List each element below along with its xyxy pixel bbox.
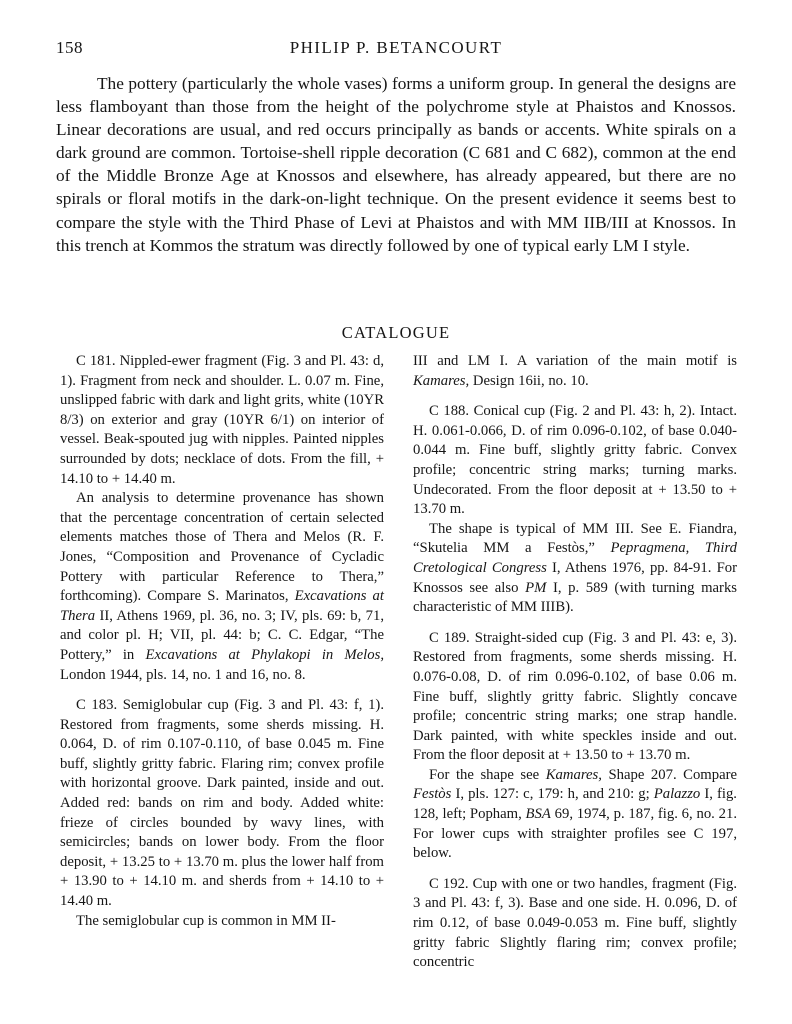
catalogue-entry-c181: C 181. Nippled-ewer fragment (Fig. 3 and Pl. 43: d, 1). Fragment from neck and shoulder. L. 0.07 m. Fine, unslipped fabric with dark and light grits, white (10YR 8/3) on exterior and gray (10YR 6/1) on interior of vessel. Beak-spouted jug with nipples. Painted nipples surrounded by dots; necklace of dots. From the fill, + 14.10 to + 14.40 m. — [60, 353, 384, 487]
catalogue-entry-c188: C 188. Conical cup (Fig. 2 and Pl. 43: h, 2). Intact. H. 0.061-0.066, D. of rim 0.096-0.102, of base 0.040-0.044 m. Fine buff, slightly gritty fabric. Convex profile; concentric string marks; turning marks. Undecorated. From the floor deposit at + 13.50 to + 13.70 m. — [413, 403, 737, 518]
c181-analysis-note: An analysis to determine provenance has shown that the percentage concentration of certain selected elements matches those of Thera and Melos (R. F. Jones, “Composition and Provenance of Cycladic Pottery with particular Reference to Thera,” forthcoming). Compare S. Marinatos, Excavations at Thera II, Athens 1969, pl. 36, no. 3; IV, pls. 69: b, 71, and color pl. H; VII, pl. 44: b; C. C. Edgar, “The Pottery,” in Excavations at Phylakopi in Melos, London 1944, pls. 14, no. 1 and 16, no. 8. — [60, 490, 384, 683]
catalogue-entry-c189: C 189. Straight-sided cup (Fig. 3 and Pl. 43: e, 3). Restored from fragments, some sherds missing. H. 0.076-0.08, D. of rim 0.096-0.102, of base 0.06 m. Fine buff, slightly gritty fabric. Slightly concave profile; concentric string marks; one strap handle. Dark painted, with white speckles inside and out. From the floor deposit at + 13.50 to + 13.70 m. — [413, 629, 737, 764]
c189-note: For the shape see Kamares, Shape 207. Compare Festòs I, pls. 127: c, 179: h, and 210: g; Palazzo I, fig. 128, left; Popham, BSA 69, 1974, p. 187, fig. 6, no. 21. For lower cups with straighter profiles see C 197, below. — [413, 766, 738, 862]
right-column — [413, 352, 737, 973]
left-column — [60, 352, 384, 931]
running-head: PHILIP P. BETANCOURT — [289, 38, 503, 57]
page-number: 158 — [56, 38, 83, 57]
catalogue-entry-c183: C 183. Semiglobular cup (Fig. 3 and Pl. 43: f, 1). Restored from fragments, some sherds missing. H. 0.064, D. of rim 0.107-0.110, of base 0.045 m. Fine buff, slightly gritty fabric. Flaring rim; convex profile with horizontal groove. Dark painted, inside and out. Added red: bands on rim and body. Added white: frieze of circles bounded by wavy lines, with semicircles; bands on lower body. From the floor deposit, + 13.25 to + 13.70 m. plus the lower half from + 13.90 to + 14.10 m. and sherds from + 14.10 to + 14.40 m. — [60, 697, 384, 910]
page-header — [56, 38, 736, 62]
intro-paragraph: The pottery (particularly the whole vases) forms a uniform group. In general the designs are less flamboyant than those from the height of the polychrome style at Phaistos and Knossos. Linear decorations are usual, and red occurs principally as bands or accents. White spirals on a dark ground are common. Tortoise-shell ripple decoration (C 681 and C 682), common at the end of the Middle Bronze Age at Knossos and elsewhere, has already appeared, but there are no spirals or floral motifs in the dark-on-light technique. On the present evidence it seems best to compare the style with the Third Phase of Levi at Phaistos and with MM IIB/III at Knossos. In this trench at Kommos the stratum was directly followed by one of typical early LM I style. — [56, 74, 736, 255]
c183-note-continued: III and LM I. A variation of the main motif is Kamares, Design 16ii, no. 10. — [413, 353, 737, 389]
c188-note: The shape is typical of MM III. See E. Fiandra, “Skutelia MM a Festòs,” Pepragmena, Third Cretological Congress I, Athens 1976, pp. 84-91. For Knossos see also PM I, p. 589 (with turning marks characteristic of MM IIIB). — [413, 520, 738, 616]
catalogue-entry-c192: C 192. Cup with one or two handles, fragment (Fig. 3 and Pl. 43: f, 3). Base and one side. H. 0.096, D. of rim 0.12, of base 0.049-0.053 m. Fine buff, slightly gritty fabric Slightly flaring rim; convex profile; concentric — [413, 875, 737, 971]
section-title: CATALOGUE — [341, 323, 451, 342]
c183-note: The semiglobular cup is common in MM II- — [76, 912, 336, 929]
